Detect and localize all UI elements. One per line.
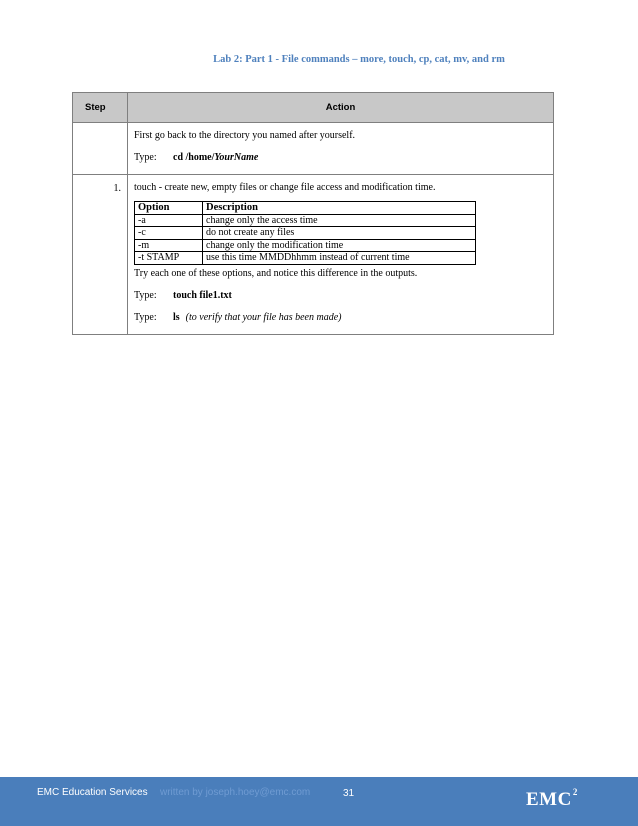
type-command-line bbox=[134, 311, 545, 324]
instruction-text: Try each one of these options, and notice this difference in the outputs. bbox=[134, 267, 418, 279]
emc-logo bbox=[526, 789, 578, 811]
page-title: Lab 2: Part 1 - File commands – more, touch, cp, cat, mv, and rm bbox=[213, 54, 505, 65]
table-header-row bbox=[73, 93, 554, 123]
option-flag: -t STAMP bbox=[135, 252, 203, 265]
option-flag: -a bbox=[135, 214, 203, 227]
option-flag: -c bbox=[135, 227, 203, 240]
header-step: Step bbox=[73, 93, 128, 123]
command-note: (to verify that your file has been made) bbox=[185, 311, 342, 323]
command-text: ls bbox=[173, 311, 180, 323]
option-row bbox=[135, 214, 476, 227]
step-number: 1. bbox=[73, 175, 128, 335]
command-text: touch file1.txt bbox=[173, 289, 232, 301]
option-flag: -m bbox=[135, 239, 203, 252]
page-number: 31 bbox=[343, 788, 355, 799]
option-description: use this time MMDDhhmm instead of current time bbox=[203, 252, 476, 265]
instruction-text: First go back to the directory you named after yourself. bbox=[134, 130, 356, 141]
footer-author: written by joseph.hoey@emc.com bbox=[160, 787, 311, 798]
command-text: cd /home/ bbox=[173, 152, 215, 163]
footer-organization: EMC Education Services bbox=[37, 787, 148, 798]
logo-text: EMC bbox=[526, 789, 572, 810]
table-row bbox=[73, 123, 554, 175]
type-command-line bbox=[134, 289, 545, 302]
option-description: do not create any files bbox=[203, 227, 476, 240]
options-header-row bbox=[135, 202, 476, 215]
options-header-option: Option bbox=[135, 202, 203, 215]
header-action: Action bbox=[128, 93, 554, 123]
type-command-line bbox=[134, 151, 545, 164]
table-row bbox=[73, 175, 554, 335]
options-header-description: Description bbox=[203, 202, 476, 215]
type-label: Type: bbox=[134, 289, 157, 301]
type-label: Type: bbox=[134, 152, 157, 163]
page-footer bbox=[0, 777, 638, 826]
option-row bbox=[135, 252, 476, 265]
instruction-text: touch - create new, empty files or change file access and modification time. bbox=[134, 182, 436, 193]
option-description: change only the modification time bbox=[203, 239, 476, 252]
type-label: Type: bbox=[134, 311, 157, 323]
option-row bbox=[135, 239, 476, 252]
option-description: change only the access time bbox=[203, 214, 476, 227]
action-cell bbox=[128, 123, 554, 175]
lab-steps-table bbox=[72, 92, 554, 335]
step-number bbox=[73, 123, 128, 175]
action-cell bbox=[128, 175, 554, 335]
options-table bbox=[134, 201, 476, 265]
logo-superscript: 2 bbox=[572, 787, 578, 797]
command-placeholder: YourName bbox=[214, 152, 259, 163]
option-row bbox=[135, 227, 476, 240]
